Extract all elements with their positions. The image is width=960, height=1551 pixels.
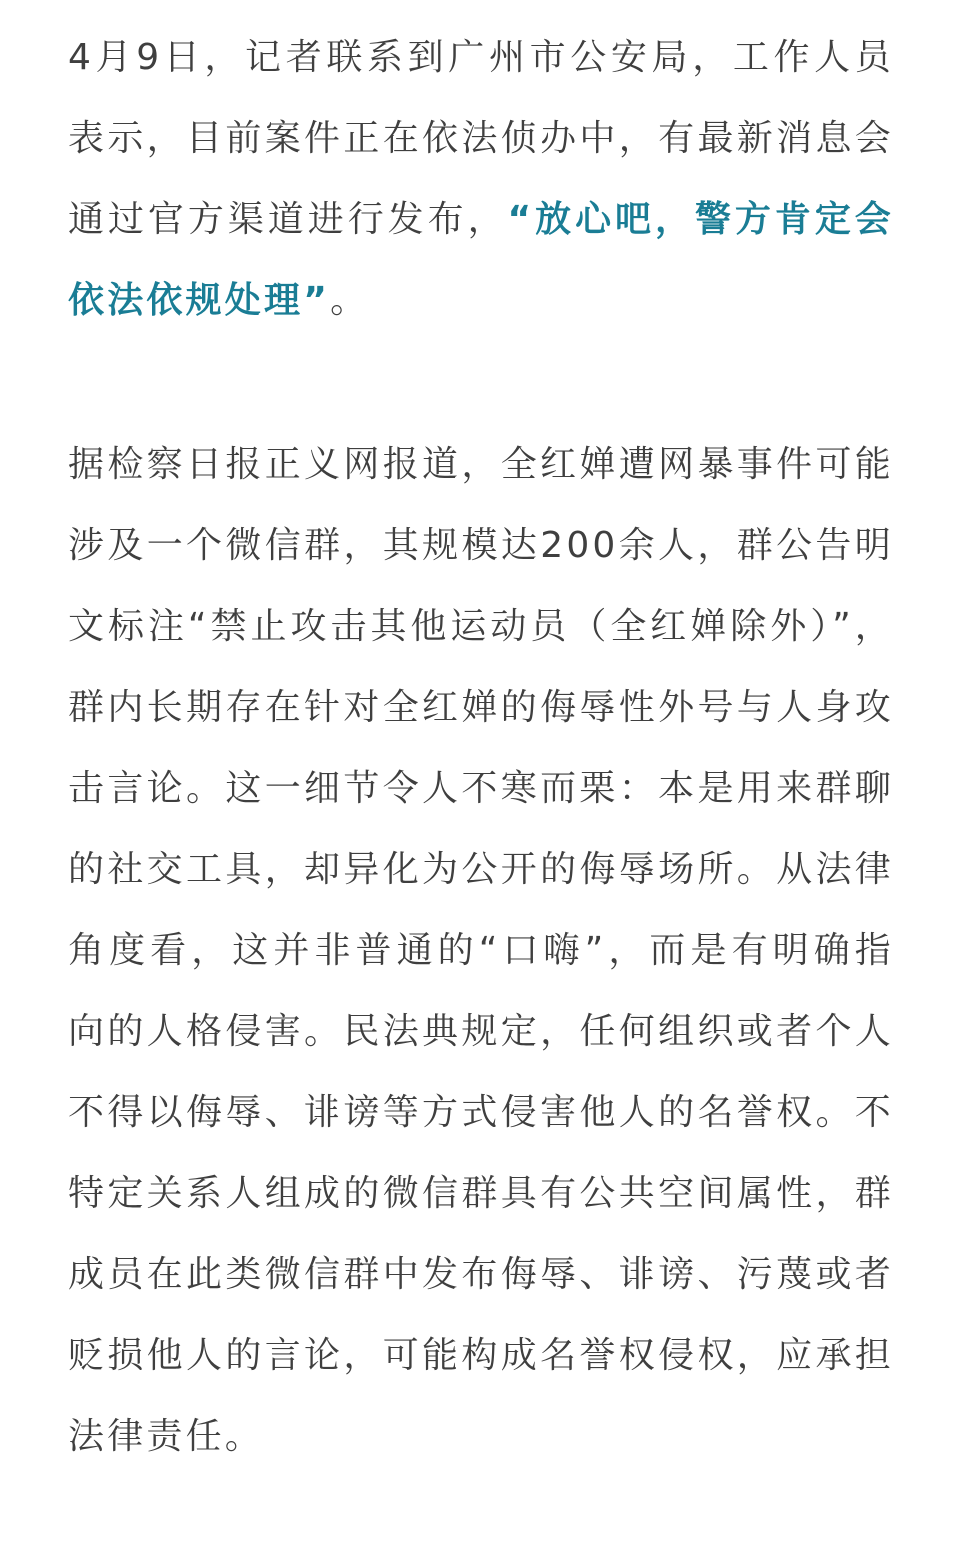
paragraph-lead-text: 4月9日，记者联系到广州市公安局，工作人员表示，目前案件正在依法侦办中，有最新消息会通过官方渠道进行发布， — [68, 37, 894, 240]
paragraph-legal-analysis: 据检察日报正义网报道，全红婵遭网暴事件可能涉及一个微信群，其规模达200余人，群公告明文标注“禁止攻击其他运动员（全红婵除外）”，群内长期存在针对全红婵的侮辱性外号与人身攻击言论。这一细节令人不寒而栗：本是用来群聊的社交工具，却异化为公开的侮辱场所。从法律角度看，这并非普通的“口嗨”，而是有明确指向的人格侵害。民法典规定，任何组织或者个人不得以侮辱、诽谤等方式侵害他人的名誉权。不特定关系人组成的微信群具有公共空间属性，群成员在此类微信群中发布侮辱、诽谤、污蔑或者贬损他人的言论，可能构成名誉权侵权，应承担法律责任。 — [68, 444, 894, 1457]
highlighted-quote: “放心吧，警方肯定会依法依规处理” — [68, 199, 894, 321]
paragraph-police-response — [68, 17, 894, 341]
paragraph-tail-text: 。 — [330, 280, 370, 321]
article-body — [68, 17, 894, 1477]
